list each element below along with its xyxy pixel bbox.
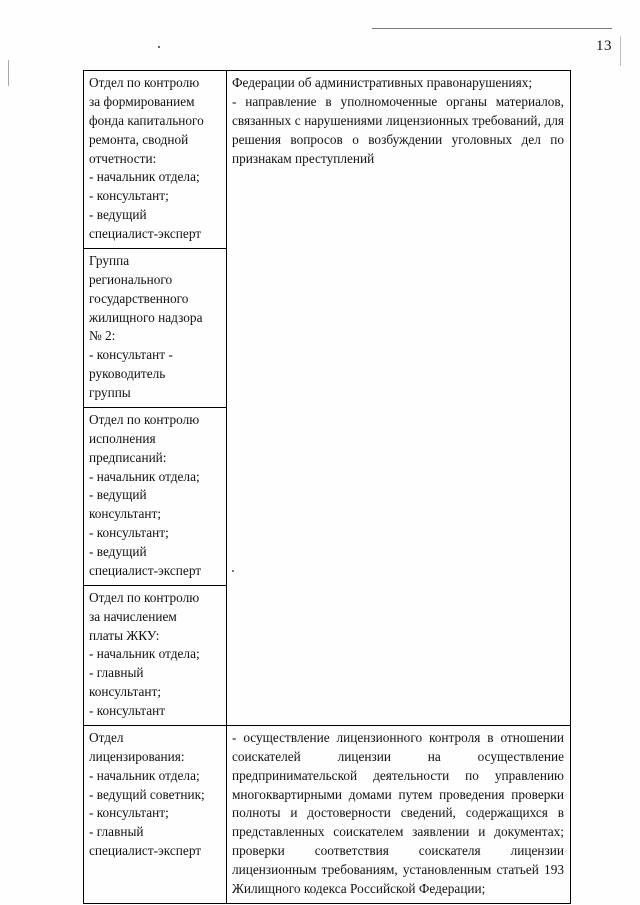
table-cell-positions: Отдел по контролю за начислением платы ЖКУ: - начальник отдела; - главный консультант; - консультант	[84, 585, 227, 725]
table-cell-functions: Федерации об административных правонарушениях; - направление в уполномоченные органы материалов, связанных с нарушениями лицензионных требований, для решения вопросов о возбуждении уголовных дел по признакам преступлений	[227, 71, 571, 726]
table-cell-functions: - осуществление лицензионного контроля в отношении соискателей лицензии на осуществление предпринимательской деятельности по управлению многоквартирными домами путем проведения проверки полноты и достоверности сведений, содержащихся в представленных соискателем заявлении и документах; проверки соответствия соискателя лицензии лицензионным требованиям, установленным статьей 193 Жилищного кодекса Российской Федерации;	[227, 725, 571, 903]
scan-artifact-dot-upper	[158, 46, 160, 48]
scan-artifact-right-edge	[620, 36, 621, 66]
table-row	[84, 725, 571, 903]
table-row	[84, 71, 571, 249]
scan-artifact-left-tick	[8, 60, 9, 86]
scan-artifact-top-rule	[372, 28, 612, 29]
table-cell-positions: Группа регионального государственного жилищного надзора № 2: - консультант - руководитель группы	[84, 248, 227, 407]
duties-table	[83, 70, 571, 904]
table-cell-positions: Отдел по контролю за формированием фонда капитального ремонта, сводной отчетности: - начальник отдела; - консультант; - ведущий специалист-эксперт	[84, 71, 227, 249]
table-cell-positions: Отдел по контролю исполнения предписаний: - начальник отдела; - ведущий консультант; - консультант; - ведущий специалист-эксперт	[84, 407, 227, 585]
table-cell-positions: Отдел лицензирования: - начальник отдела; - ведущий советник; - консультант; - главный специалист-эксперт	[84, 725, 227, 903]
page-number: 13	[596, 38, 612, 54]
